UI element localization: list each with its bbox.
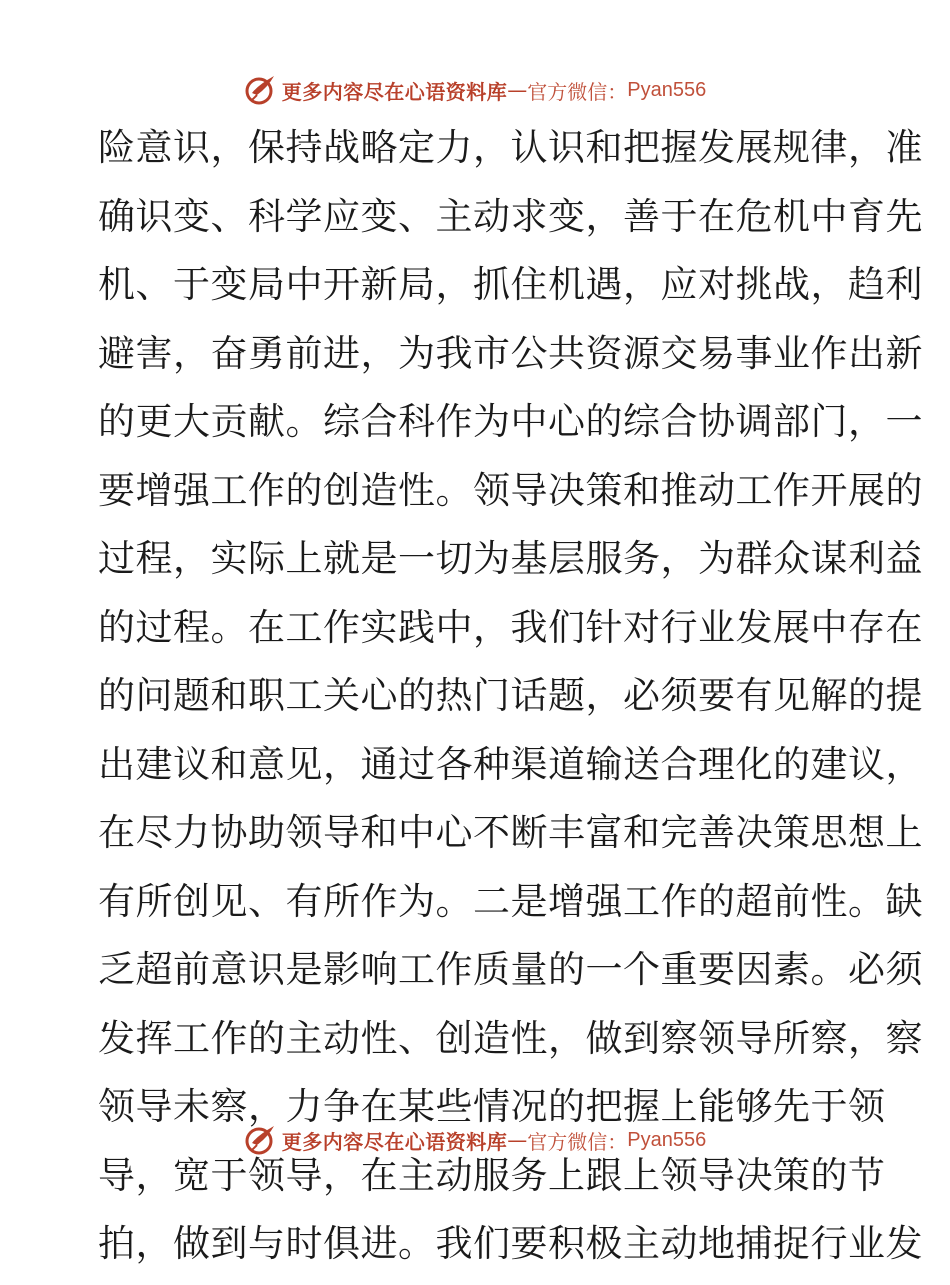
header-wechat-id: Pyan556: [627, 78, 707, 101]
feather-pen-logo-icon: [244, 1123, 278, 1157]
header-wechat-label: 官方微信：: [527, 79, 628, 104]
body-line-14: 发 挥 工 作 的 主 动 性 、 创 造 性 ， 做 到 察 领 导 所 察 ， 察: [98, 1016, 923, 1060]
body-line-12: 有 所 创 见 、 有 所 作 为 。 二 是 增 强 工 作 的 超 前 性 。 缺: [98, 879, 923, 923]
header-banner: [0, 70, 950, 110]
body-line-11: 在 尽 力 协 助 领 导 和 中 心 不 断 丰 富 和 完 善 决 策 思 想 上: [98, 811, 923, 854]
body-line-3: 机 、 于 变 局 中 开 新 局 ， 抓 住 机 遇 ， 应 对 挑 战 ， 趋 利: [98, 263, 923, 306]
body-line-5: 的 更 大 贡 献 。 综 合 科 作 为 中 心 的 综 合 协 调 部 门 ， 一: [98, 400, 923, 443]
footer-banner-separator: —: [507, 1128, 528, 1152]
body-line-17: 拍 ， 做 到 与 时 俱 进 。 我 们 要 积 极 主 动 地 捕 捉 行 业 发: [98, 1222, 923, 1265]
header-banner-text: 更多内容尽在心语资料库: [281, 79, 508, 104]
footer-banner: [0, 1120, 950, 1160]
body-line-4: 避 害 ， 奋 勇 前 进 ， 为 我 市 公 共 资 源 交 易 事 业 作 出 新: [98, 331, 923, 375]
footer-banner-text: 更多内容尽在心语资料库: [281, 1129, 508, 1154]
body-line-16: 导 ， 宽 于 领 导 ， 在 主 动 服 务 上 跟 上 领 导 决 策 的 节: [98, 1153, 886, 1197]
body-line-9: 的 问 题 和 职 工 关 心 的 热 门 话 题 ， 必 须 要 有 见 解 的 提: [98, 674, 923, 717]
header-banner-separator: —: [507, 78, 528, 102]
body-line-1: 险 意 识 ， 保 持 战 略 定 力 ， 认 识 和 把 握 发 展 规 律 ， 准: [98, 126, 923, 169]
document-body: [98, 120, 923, 1285]
body-line-13: 乏 超 前 意 识 是 影 响 工 作 质 量 的 一 个 重 要 因 素 。 必 须: [98, 948, 923, 991]
footer-wechat-label: 官方微信：: [527, 1129, 628, 1154]
body-line-15: 领 导 未 察 ， 力 争 在 某 些 情 况 的 把 握 上 能 够 先 于 领: [98, 1085, 886, 1128]
body-line-10: 出 建 议 和 意 见 ， 通 过 各 种 渠 道 输 送 合 理 化 的 建 议 ，: [98, 742, 923, 786]
body-line-6: 要 增 强 工 作 的 创 造 性 。 领 导 决 策 和 推 动 工 作 开 展 的: [98, 468, 923, 512]
body-line-8: 的 过 程 。 在 工 作 实 践 中 ， 我 们 针 对 行 业 发 展 中 存 在: [98, 605, 923, 649]
footer-wechat-id: Pyan556: [627, 1128, 707, 1151]
body-line-7: 过 程 ， 实 际 上 就 是 一 切 为 基 层 服 务 ， 为 群 众 谋 利 益: [98, 537, 923, 580]
feather-pen-logo-icon: [244, 73, 278, 107]
body-line-2: 确 识 变 、 科 学 应 变 、 主 动 求 变 ， 善 于 在 危 机 中 育 先: [98, 194, 923, 238]
